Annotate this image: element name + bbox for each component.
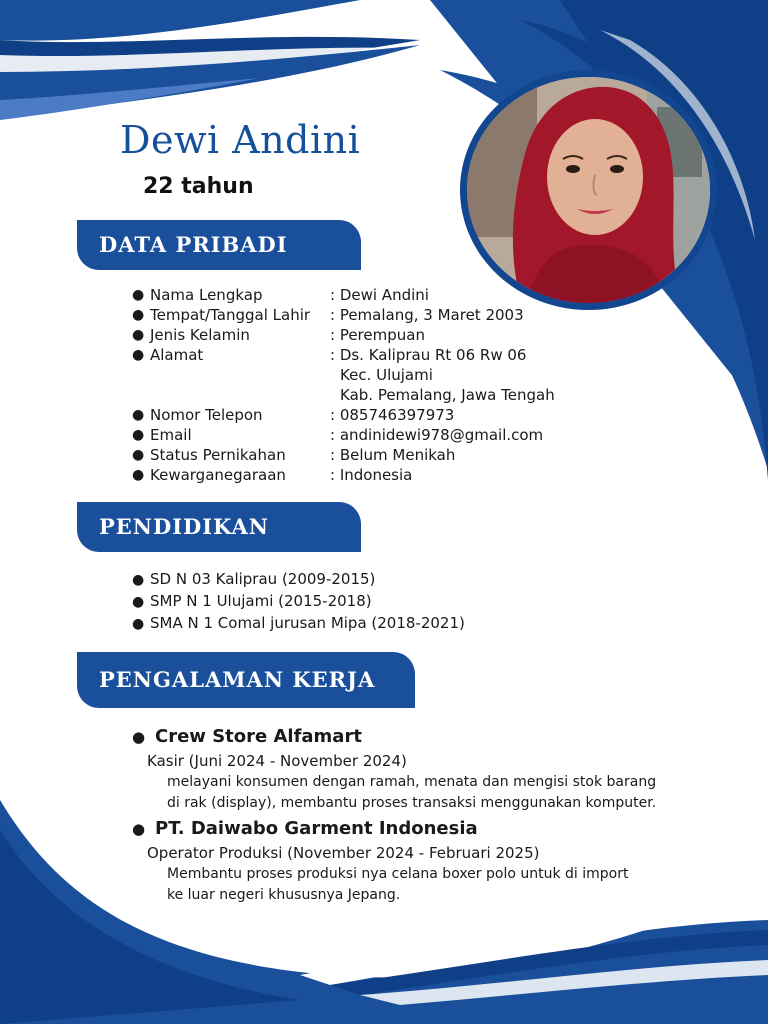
top-wave-dark <box>0 0 360 41</box>
bullet: ● <box>132 427 145 443</box>
profile-photo-illustration <box>467 77 710 303</box>
field-value: : Dewi Andini <box>330 286 429 304</box>
education-entry: SD N 03 Kaliprau (2009-2015) <box>150 570 376 588</box>
job-role: Operator Produksi (November 2024 - Februari 2025) <box>147 844 540 862</box>
bullet: ● <box>132 307 145 323</box>
company-name: Crew Store Alfamart <box>155 726 362 747</box>
bullet: ● <box>132 287 145 303</box>
education-entry: SMP N 1 Ulujami (2015-2018) <box>150 592 372 610</box>
job-entry <box>132 724 656 814</box>
field-value: : andinidewi978@gmail.com <box>330 426 544 444</box>
field-value-address <box>330 345 555 405</box>
person-name: Dewi Andini <box>120 118 361 162</box>
job-description <box>132 864 656 906</box>
field-label: Status Pernikahan <box>150 446 286 464</box>
job-description-line: melayani konsumen dengan ramah, menata dan mengisi stok barang <box>167 774 657 790</box>
job-description-line: di rak (display), membantu proses transaksi menggunakan komputer. <box>167 795 657 811</box>
section-header-personal: DATA PRIBADI <box>77 220 361 270</box>
field-value: : Indonesia <box>330 466 413 484</box>
list-item <box>132 612 465 634</box>
field-label: Tempat/Tanggal Lahir <box>150 306 311 324</box>
company-name: PT. Daiwabo Garment Indonesia <box>155 818 478 839</box>
bullet: ● <box>132 467 145 483</box>
job-company <box>132 816 656 842</box>
field-label: Jenis Kelamin <box>150 326 250 344</box>
job-entry <box>132 816 656 906</box>
bullet: ● <box>132 594 145 610</box>
job-description <box>132 772 656 814</box>
bullet: ● <box>132 616 145 632</box>
list-item <box>132 568 465 590</box>
person-age: 22 tahun <box>143 174 254 199</box>
profile-photo <box>460 70 717 310</box>
section-header-education: PENDIDIKAN <box>77 502 361 552</box>
bullet: ● <box>132 572 145 588</box>
bullet: ● <box>132 347 145 363</box>
bullet: ● <box>132 447 145 463</box>
bullet: ● <box>132 728 146 746</box>
job-description-line: Membantu proses produksi nya celana boxer polo untuk di import <box>167 866 629 882</box>
field-label: Kewarganegaraan <box>150 466 286 484</box>
list-item <box>132 590 465 612</box>
education-list <box>132 568 465 634</box>
bullet: ● <box>132 407 145 423</box>
education-entry: SMA N 1 Comal jurusan Mipa (2018-2021) <box>150 614 465 632</box>
field-value: : Pemalang, 3 Maret 2003 <box>330 306 524 324</box>
field-value: : 085746397973 <box>330 406 455 424</box>
job-company <box>132 724 656 750</box>
job-role: Kasir (Juni 2024 - November 2024) <box>147 752 407 770</box>
address-line-1: : Ds. Kaliprau Rt 06 Rw 06 <box>330 346 527 364</box>
field-label: Alamat <box>150 346 204 364</box>
job-description-line: ke luar negeri khususnya Jepang. <box>167 887 401 903</box>
experience-list <box>132 724 656 906</box>
field-label: Nomor Telepon <box>150 406 263 424</box>
field-label: Nama Lengkap <box>150 286 263 304</box>
bullet: ● <box>132 327 145 343</box>
address-line-2: Kec. Ulujami <box>340 366 433 384</box>
field-label: Email <box>150 426 192 444</box>
section-header-experience: PENGALAMAN KERJA <box>77 652 415 708</box>
bullet: ● <box>132 820 146 838</box>
field-value: : Perempuan <box>330 326 425 344</box>
field-value: : Belum Menikah <box>330 446 456 464</box>
address-line-3: Kab. Pemalang, Jawa Tengah <box>340 386 555 404</box>
